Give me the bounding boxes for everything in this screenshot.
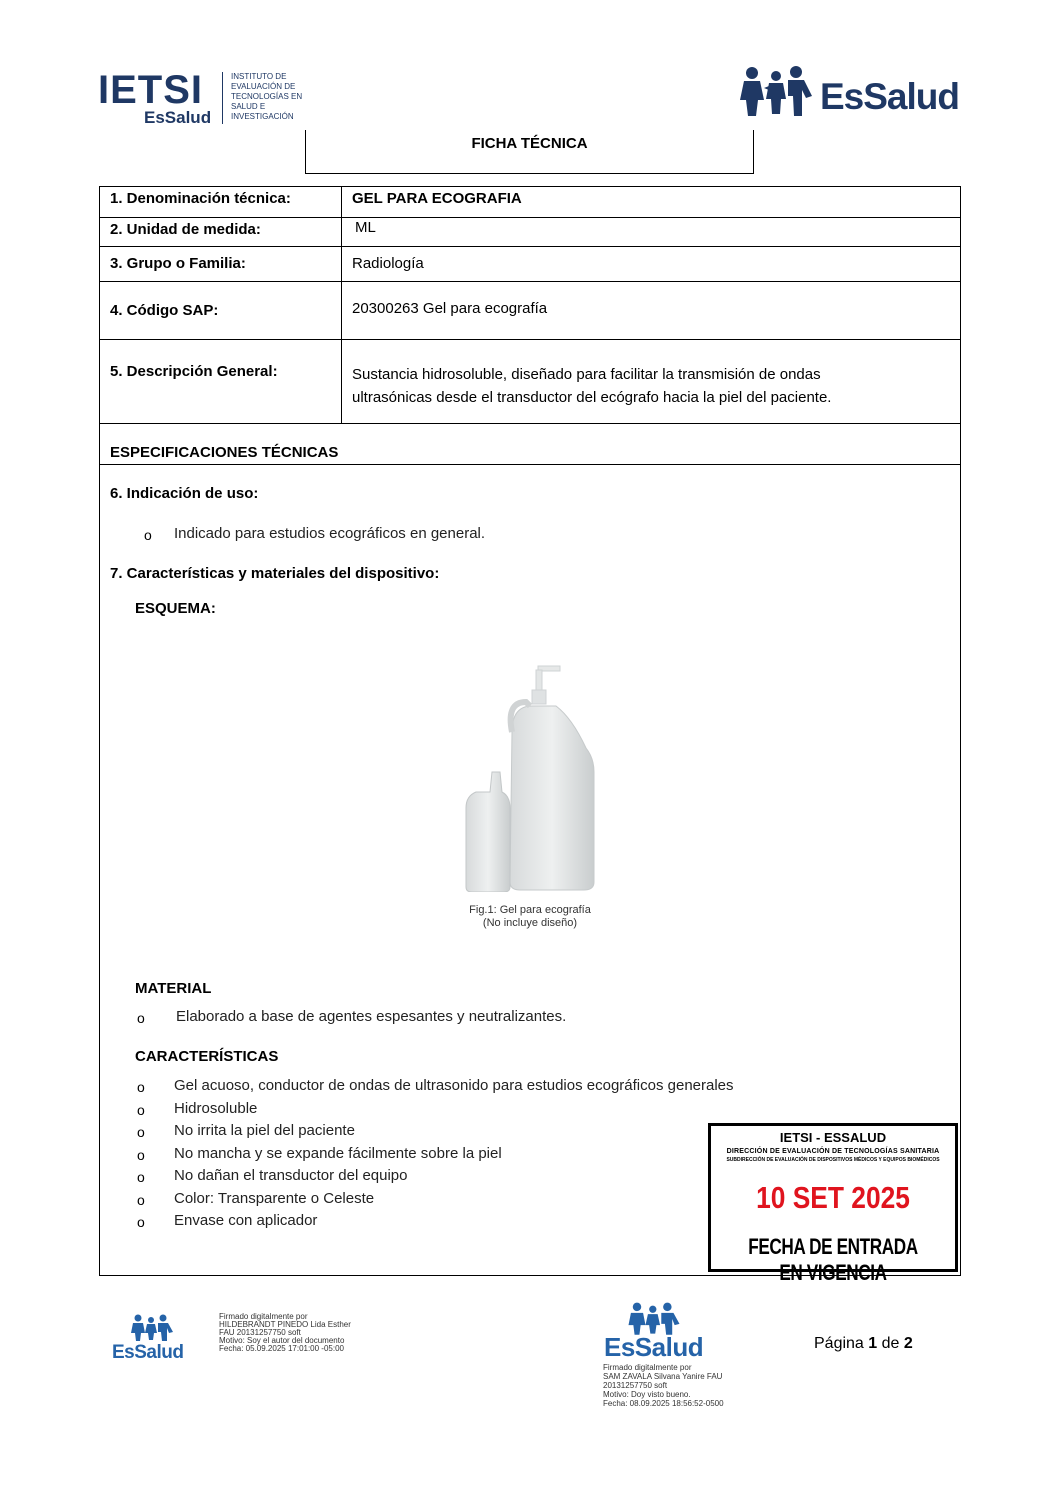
document-title-box <box>305 130 754 174</box>
signature-line: Firmado digitalmente por <box>219 1312 308 1321</box>
essalud-family-icon <box>624 1302 684 1336</box>
essalud-family-icon <box>130 1314 174 1342</box>
row-value-line: ultrasónicas desde el transductor del ecógrafo hacia la piel del paciente. <box>352 389 832 406</box>
essalud-logo <box>738 64 968 120</box>
stamp-footer: FECHA DE ENTRADA EN VIGENCIA <box>748 1234 918 1285</box>
bullet: o <box>137 1102 145 1118</box>
caract-title: 7. Características y materiales del dispositivo: <box>110 565 440 582</box>
spec-sheet-frame <box>99 186 961 1276</box>
row-value: 20300263 Gel para ecografía <box>352 300 548 317</box>
column-divider <box>341 340 342 423</box>
signature-line: Fecha: 08.09.2025 18:56:52-0500 <box>603 1399 724 1408</box>
ietsi-logo-word: IETSI <box>98 68 204 112</box>
bullet: o <box>137 1147 145 1163</box>
column-divider <box>341 247 342 281</box>
digital-signature <box>219 1313 351 1353</box>
row-label: 5. Descripción General: <box>110 363 278 380</box>
ietsi-institute-line: INSTITUTO DE <box>231 72 287 81</box>
column-divider <box>341 282 342 339</box>
ietsi-institute-line: EVALUACIÓN DE <box>231 82 296 91</box>
ietsi-institute-line: TECNOLOGÍAS EN <box>231 92 303 101</box>
row-label: 2. Unidad de medida: <box>110 221 261 238</box>
bullet: o <box>144 527 152 543</box>
list-item: No irrita la piel del paciente <box>174 1122 355 1139</box>
bullet: o <box>137 1010 145 1026</box>
figure-caption-line: Fig.1: Gel para ecografía <box>469 904 591 916</box>
table-row <box>100 247 960 282</box>
table-row <box>100 218 960 247</box>
ietsi-institute-line: INVESTIGACIÓN <box>231 112 294 121</box>
caracteristicas-title: CARACTERÍSTICAS <box>135 1048 279 1065</box>
bullet: o <box>137 1169 145 1185</box>
row-value: ML <box>355 219 376 236</box>
signature-line: Fecha: 05.09.2025 17:01:00 -05:00 <box>219 1344 344 1353</box>
indicacion-item: Indicado para estudios ecográficos en general. <box>174 525 486 542</box>
spec-title: ESPECIFICACIONES TÉCNICAS <box>110 444 339 461</box>
page-prefix: Página <box>814 1335 864 1352</box>
figure-caption-line: (No incluye diseño) <box>482 917 578 929</box>
material-item: Elaborado a base de agentes espesantes y neutralizantes. <box>176 1008 567 1025</box>
signature-line: 20131257750 soft <box>603 1381 668 1390</box>
figure-caption <box>400 904 660 930</box>
validity-stamp <box>708 1123 958 1285</box>
ietsi-institute-text <box>231 72 321 122</box>
stamp-line: SUBDIRECCIÓN DE EVALUACIÓN DE DISPOSITIVOS MÉDICOS Y EQUIPOS BIOMÉDICOS <box>726 1157 940 1163</box>
list-item: Gel acuoso, conductor de ondas de ultrasonido para estudios ecográficos generales <box>174 1077 734 1094</box>
essalud-family-icon <box>738 66 818 118</box>
table-row <box>100 340 960 424</box>
signature-line: Firmado digitalmente por <box>603 1363 692 1372</box>
row-value: GEL PARA ECOGRAFIA <box>352 190 522 207</box>
document-title: FICHA TÉCNICA <box>471 135 588 152</box>
list-item: Envase con aplicador <box>174 1212 318 1229</box>
indicacion-title: 6. Indicación de uso: <box>110 485 259 502</box>
stamp-line: IETSI - ESSALUD <box>779 1130 887 1145</box>
footer-logo-word: EsSalud <box>112 1342 184 1363</box>
row-value-line: Sustancia hidrosoluble, diseñado para facilitar la transmisión de ondas <box>352 366 821 383</box>
ietsi-logo-sub: EsSalud <box>144 108 212 127</box>
page-number <box>814 1335 913 1353</box>
list-item: No mancha y se expande fácilmente sobre la piel <box>174 1145 502 1162</box>
signature-line: HILDEBRANDT PINEDO Lida Esther <box>219 1320 351 1329</box>
ietsi-logo-divider <box>222 72 223 124</box>
gel-bottle-image <box>460 662 600 892</box>
row-label: 3. Grupo o Familia: <box>110 255 246 272</box>
column-divider <box>341 187 342 217</box>
stamp-line: DIRECCIÓN DE EVALUACIÓN DE TECNOLOGÍAS SANITARIA <box>726 1148 940 1155</box>
page-of: de <box>881 1335 900 1352</box>
ietsi-logo <box>98 70 313 128</box>
row-value: Radiología <box>352 255 424 272</box>
page-total: 2 <box>903 1335 913 1352</box>
footer-essalud-logo <box>604 1302 704 1364</box>
footer-essalud-logo <box>112 1314 192 1370</box>
stamp-date: 10 SET 2025 <box>756 1180 910 1215</box>
esquema-label: ESQUEMA: <box>135 600 216 617</box>
row-label: 1. Denominación técnica: <box>110 190 291 207</box>
page-current: 1 <box>868 1335 878 1352</box>
signature-line: SAM ZAVALA Silvana Yanire FAU <box>603 1372 723 1381</box>
bullet: o <box>137 1192 145 1208</box>
bullet: o <box>137 1214 145 1230</box>
bullet: o <box>137 1079 145 1095</box>
spec-header-row <box>100 424 960 465</box>
signature-line: FAU 20131257750 soft <box>219 1328 301 1337</box>
table-row <box>100 282 960 340</box>
table-row <box>100 187 960 218</box>
bullet: o <box>137 1124 145 1140</box>
digital-signature <box>603 1363 724 1408</box>
column-divider <box>341 218 342 246</box>
material-title: MATERIAL <box>135 980 212 997</box>
list-item: Color: Transparente o Celeste <box>174 1190 375 1207</box>
signature-line: Motivo: Soy el autor del documento <box>219 1336 345 1345</box>
essalud-logo-word: EsSalud <box>820 76 959 117</box>
list-item: No dañan el transductor del equipo <box>174 1167 408 1184</box>
signature-line: Motivo: Doy visto bueno. <box>603 1390 691 1399</box>
row-label: 4. Código SAP: <box>110 302 219 319</box>
ietsi-institute-line: SALUD E <box>231 102 266 111</box>
footer-logo-word: EsSalud <box>604 1332 704 1362</box>
list-item: Hidrosoluble <box>174 1100 258 1117</box>
